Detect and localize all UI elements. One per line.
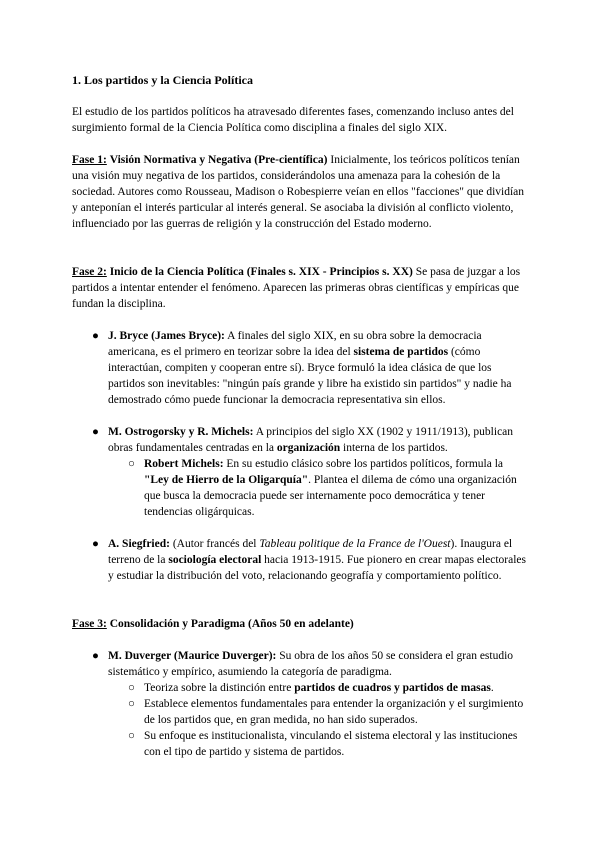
sub-bullet-icon: ○ bbox=[128, 458, 135, 470]
bullet-icon: ● bbox=[92, 650, 99, 662]
sub-item-cuadros-masas: ○ Teoriza sobre la distinción entre partidos de cuadros y partidos de masas. bbox=[128, 682, 494, 694]
section-heading: 1. Los partidos y la Ciencia Política bbox=[72, 73, 253, 87]
fase2-paragraph: Fase 2: Inicio de la Ciencia Política (Finales s. XIX - Principios s. XX) Se pasa de juzgar a los partidos a intentar entender el fenómeno. Aparecen las primeras obras científicas y empíricas que fundan la disciplina. bbox=[72, 266, 521, 310]
fase2-label: Fase 2: bbox=[72, 266, 107, 278]
fase3-paragraph bbox=[72, 616, 528, 632]
sub-item-institucionalista: ○ Su enfoque es institucionalista, vinculando el sistema electoral y las instituciones con el tipo de partido y sistema de partidos. bbox=[128, 730, 518, 758]
fase3-list bbox=[72, 648, 528, 760]
fase3-title: Consolidación y Paradigma (Años 50 en adelante) bbox=[109, 618, 354, 630]
fase1-label: Fase 1: bbox=[72, 154, 107, 166]
list-item-bryce: ● J. Bryce (James Bryce): A finales del siglo XIX, en su obra sobre la democracia americana, es el primero en teorizar sobre la idea del sistema de partidos (cómo interactúan, compiten y cooperan entre sí). Bryce formuló la idea clásica de que los partidos son inevitables: "ningún país grande y libre ha existido sin partidos" y nadie ha demostrado cómo puede funcionar la democracia representativa sin ellos. bbox=[92, 330, 512, 406]
list-item-duverger: ● M. Duverger (Maurice Duverger): Su obra de los años 50 se considera el gran estudio sistemático y empírico, asumiendo la categoría de paradigma. bbox=[92, 650, 514, 678]
sub-bullet-icon: ○ bbox=[128, 698, 135, 710]
sub-item-michels: ○ Robert Michels: En su estudio clásico sobre los partidos políticos, formula la "Ley de Hierro de la Oligarquía". Plantea el dilema de cómo una organización que busca la democracia puede ser internamente poco democrática y tener tendencias oligárquicas. bbox=[128, 458, 517, 518]
bullet-icon: ● bbox=[92, 330, 99, 342]
fase2-list-2 bbox=[72, 424, 528, 520]
fase2-title: Inicio de la Ciencia Política (Finales s. XIX - Principios s. XX) bbox=[109, 266, 413, 278]
sub-item-organizacion: ○ Establece elementos fundamentales para entender la organización y el surgimiento de los partidos que, en gran medida, no han sido superados. bbox=[128, 698, 524, 726]
bullet-icon: ● bbox=[92, 538, 99, 550]
fase2-list-3 bbox=[72, 536, 528, 584]
fase3-label: Fase 3: bbox=[72, 618, 107, 630]
fase1-title: Visión Normativa y Negativa (Pre-científica) bbox=[109, 154, 328, 166]
list-item-siegfried: ● A. Siegfried: (Autor francés del Tableau politique de la France de l'Ouest). Inaugura el terreno de la sociología electoral hacia 1913-1915. Fue pionero en crear mapas electorales y estudiar la distribución del voto, relacionando geografía y comportamiento político. bbox=[92, 538, 526, 582]
bullet-icon: ● bbox=[92, 426, 99, 438]
fase2-list bbox=[72, 328, 528, 408]
sub-bullet-icon: ○ bbox=[128, 682, 135, 694]
list-item-ostrogorsky: ● M. Ostrogorsky y R. Michels: A principios del siglo XX (1902 y 1911/1913), publican obras fundamentales centradas en la organización interna de los partidos. bbox=[92, 426, 514, 454]
fase1-paragraph: Fase 1: Visión Normativa y Negativa (Pre-científica) Inicialmente, los teóricos políticos tenían una visión muy negativa de los partidos, considerándolos una amenaza para la cohesión de la sociedad. Autores como Rousseau, Madison o Robespierre veían en ellos "facciones" que dividían y anteponían el interés particular al interés general. Se asociaba la división al conflicto violento, influenciado por las guerras de religión y la construcción del Estado moderno. bbox=[72, 154, 525, 230]
intro-paragraph: El estudio de los partidos políticos ha atravesado diferentes fases, comenzando incluso antes del surgimiento formal de la Ciencia Política como disciplina a finales del siglo XIX. bbox=[72, 106, 514, 134]
sub-bullet-icon: ○ bbox=[128, 730, 135, 742]
